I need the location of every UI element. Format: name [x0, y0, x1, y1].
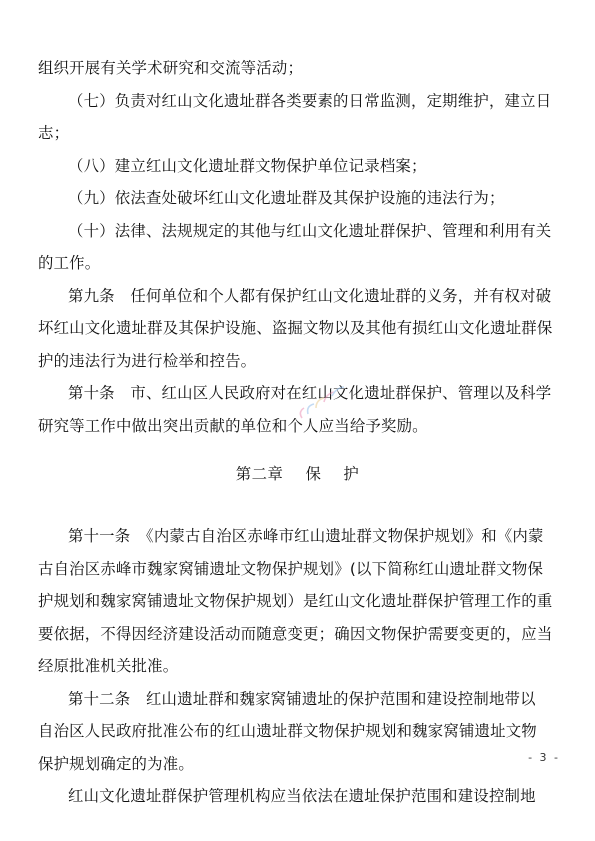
- text-line: （七）负责对红山文化遗址群各类要素的日常监测，定期维护，建立日: [68, 91, 552, 110]
- text-line: 志；: [38, 124, 70, 142]
- text-line: 古自治区赤峰市魏家窝铺遗址文物保护规划》(以下简称红山遗址群文物保: [38, 559, 544, 578]
- text-line: 经原批准机关批准。: [38, 657, 179, 675]
- cloud-watermark-icon: [294, 378, 354, 428]
- text-line: （九）依法查处破坏红山文化遗址群及其保护设施的违法行为；: [68, 189, 505, 207]
- text-line: 的工作。: [38, 254, 101, 272]
- chapter-heading-title-char: 护: [343, 465, 360, 483]
- chapter-heading: [38, 458, 557, 490]
- text-line: 红山文化遗址群保护管理机构应当依法在遗址保护范围和建设控制地: [68, 787, 536, 805]
- text-line: 组织开展有关学术研究和交流等活动；: [38, 59, 304, 77]
- text-line: 研究等工作中做出突出贡献的单位和个人应当给予奖励。: [38, 416, 428, 435]
- text-line: 自治区人民政府批准公布的红山遗址群文物保护规划和魏家窝铺遗址文物: [38, 722, 537, 740]
- chapter-heading-number: 第二章: [235, 465, 284, 483]
- chapter-heading-title-char: 保: [305, 465, 322, 483]
- text-line: 第十一条 《内蒙古自治区赤峰市红山遗址群文物保护规划》和《内蒙: [68, 527, 544, 545]
- document-body: [38, 52, 557, 813]
- text-line: 护规划和魏家窝铺遗址文物保护规划）是红山文化遗址群保护管理工作的重: [38, 592, 553, 610]
- text-line: 第十条 市、红山区人民政府对在红山文化遗址群保护、管理以及科学: [68, 384, 552, 402]
- page-number: - 3 -: [528, 751, 560, 764]
- text-line: 要依据，不得因经济建设活动而随意变更；确因文物保护需要变更的，应当: [38, 624, 553, 643]
- text-line: （十）法律、法规规定的其他与红山文化遗址群保护、管理和利用有关: [68, 221, 552, 240]
- text-line: （八）建立红山文化遗址群文物保护单位记录档案；: [68, 156, 427, 175]
- text-line: 第九条 任何单位和个人都有保护红山文化遗址群的义务，并有权对破: [68, 286, 552, 305]
- text-line: 保护规划确定的为准。: [38, 754, 194, 773]
- text-line: 坏红山文化遗址群及其保护设施、盗掘文物以及其他有损红山文化遗址群保: [38, 319, 553, 337]
- text-line: 护的违法行为进行检举和控告。: [38, 351, 257, 370]
- text-line: 第十二条 红山遗址群和魏家窝铺遗址的保护范围和建设控制地带以: [68, 689, 536, 708]
